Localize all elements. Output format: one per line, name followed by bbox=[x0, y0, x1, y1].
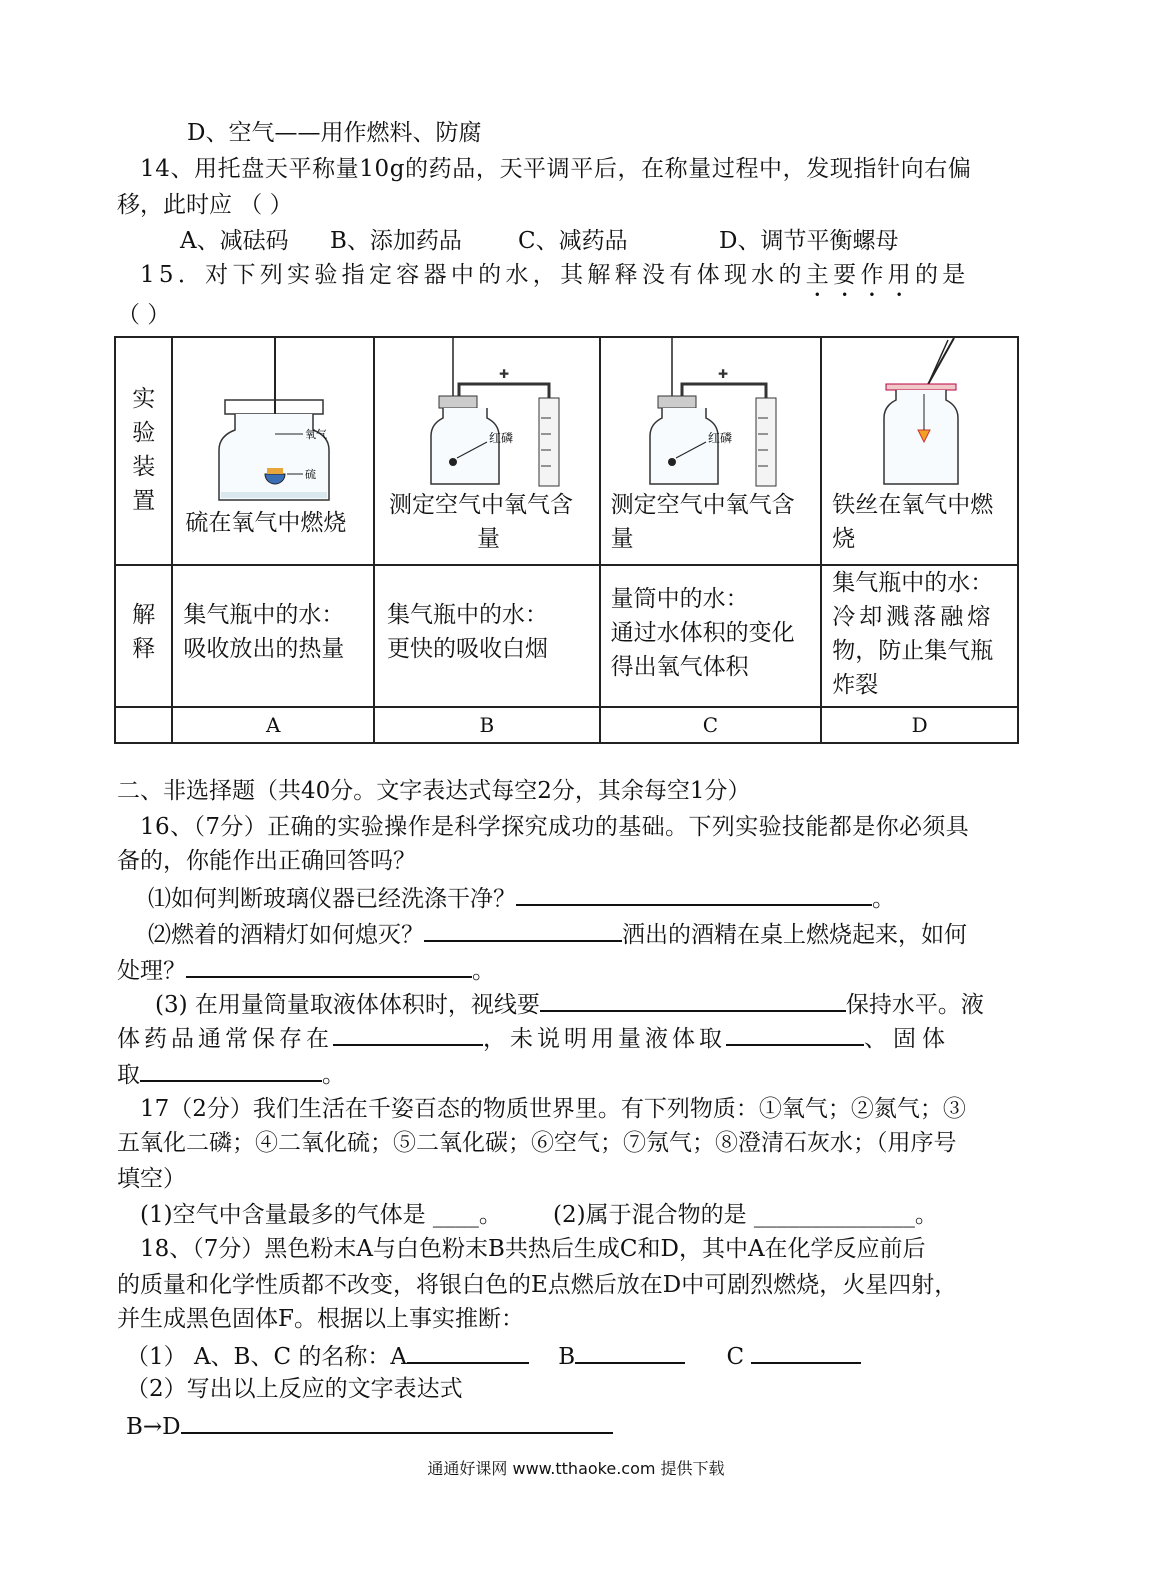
answer-blank-a[interactable] bbox=[407, 1340, 529, 1364]
q18-line2: 的质量和化学性质都不改变，将银白色的E点燃后放在D中可剧烈燃烧，火星四射， bbox=[117, 1272, 958, 1298]
row-head-char: 置 bbox=[132, 488, 156, 514]
q17-line2: 五氧化二磷；④二氧化硫；⑤二氧化碳；⑥空气；⑦氖气；⑧澄清石灰水；（用序号 bbox=[117, 1130, 957, 1156]
q15-line2: （ ） bbox=[117, 302, 171, 328]
q15-text-post: 的是 bbox=[914, 262, 970, 288]
answer-blank[interactable] bbox=[333, 1022, 483, 1046]
q18-line3: 并生成黑色固体F。根据以上事实推断： bbox=[117, 1306, 524, 1332]
letter-a: A bbox=[172, 707, 374, 743]
explanation-a bbox=[172, 565, 374, 707]
caption-b bbox=[375, 488, 599, 556]
explanation-c bbox=[600, 565, 822, 707]
caption-c-line: 测定空气中氧气含 bbox=[610, 492, 795, 518]
explanation-line: 炸裂 bbox=[832, 672, 879, 698]
answer-blank[interactable] bbox=[726, 1022, 864, 1046]
answer-blank[interactable] bbox=[516, 882, 872, 906]
red-phosphorus-label: 红磷 bbox=[708, 431, 733, 445]
q16-p1-text: ⑴如何判断玻璃仪器已经洗涤干净？ bbox=[148, 886, 516, 912]
answer-blank[interactable] bbox=[424, 918, 622, 942]
q16-p1 bbox=[148, 882, 895, 914]
q14-line1: 14、用托盘天平称量10g的药品，天平调平后，在称量过程中，发现指针向右偏 bbox=[140, 156, 972, 182]
explanation-line: 物，防止集气瓶 bbox=[832, 638, 994, 664]
q16-line1: 16、（7分）正确的实验操作是科学探究成功的基础。下列实验技能都是你必须具 bbox=[140, 814, 970, 840]
red-phosphorus-diagram-c bbox=[610, 338, 810, 488]
q16-p2-end: 。 bbox=[472, 958, 495, 984]
explanation-line: 得出氧气体积 bbox=[610, 654, 749, 680]
q18-reaction-label: B→D bbox=[126, 1414, 181, 1440]
q15-emphasis: 主要作用 bbox=[805, 262, 915, 288]
svg-text:✚: ✚ bbox=[718, 367, 729, 381]
oxygen-label: 氧气 bbox=[305, 428, 328, 441]
letter-empty-cell bbox=[115, 707, 172, 743]
caption-d-line: 铁丝在氧气中燃 bbox=[832, 492, 994, 518]
q16-p2c-text: 处理？ bbox=[117, 958, 186, 984]
q17-line3: 填空） bbox=[117, 1166, 186, 1192]
answer-blank[interactable] bbox=[540, 988, 846, 1012]
answer-blank-reaction[interactable] bbox=[181, 1410, 613, 1434]
q15-text-pre: 15．对下列实验指定容器中的水，其解释没有体现水的 bbox=[140, 262, 806, 288]
explanation-line: 量筒中的水： bbox=[610, 586, 749, 612]
table-row-letters bbox=[115, 707, 1018, 743]
explanation-line: 通过水体积的变化 bbox=[610, 620, 795, 646]
q16-p2-text: 洒出的酒精在桌上燃烧起来，如何 bbox=[622, 922, 967, 948]
apparatus-cell-a bbox=[172, 337, 374, 565]
sulfur-label: 硫 bbox=[305, 468, 317, 481]
q16-p3 bbox=[155, 988, 984, 1020]
row-head-char: 验 bbox=[132, 420, 156, 446]
q18-line6 bbox=[126, 1410, 613, 1442]
q18-b-label: B bbox=[558, 1344, 576, 1370]
q16-p2 bbox=[148, 918, 967, 950]
q16-p2c bbox=[117, 954, 495, 986]
q16-p3-text: 、固体 bbox=[864, 1026, 951, 1052]
explanation-line: 集气瓶中的水： bbox=[832, 570, 994, 596]
explanation-line: 更快的吸收白烟 bbox=[387, 636, 549, 662]
q17-line4a: (1)空气中含量最多的气体是 ____。 bbox=[140, 1202, 502, 1228]
red-phosphorus-label: 红磷 bbox=[488, 431, 513, 445]
q17-line1: 17（2分）我们生活在千姿百态的物质世界里。有下列物质：①氧气；②氮气；③ bbox=[140, 1096, 966, 1122]
row-head-char: 装 bbox=[132, 454, 156, 480]
answer-blank-c[interactable] bbox=[751, 1340, 861, 1364]
q18-line1: 18、（7分）黑色粉末A与白色粉末B共热后生成C和D，其中A在化学反应前后 bbox=[140, 1236, 926, 1262]
q13-option-d: D、空气——用作燃料、防腐 bbox=[187, 120, 482, 146]
q16-p3-text: (3) 在用量筒量取液体体积时，视线要 bbox=[155, 992, 540, 1018]
q14-option-b: B、添加药品 bbox=[330, 228, 462, 254]
explanation-line: 集气瓶中的水： bbox=[183, 602, 345, 628]
apparatus-cell-c bbox=[600, 337, 822, 565]
q18-line5: （2）写出以上反应的文字表达式 bbox=[126, 1376, 463, 1402]
letter-b: B bbox=[374, 707, 600, 743]
q14-option-a: A、减砝码 bbox=[180, 228, 289, 254]
apparatus-cell-d bbox=[821, 337, 1018, 565]
svg-text:✚: ✚ bbox=[498, 367, 509, 381]
caption-c-line: 量 bbox=[610, 526, 634, 552]
apparatus-cell-b bbox=[374, 337, 600, 565]
iron-wire-diagram bbox=[830, 338, 1010, 488]
answer-blank[interactable] bbox=[140, 1058, 322, 1082]
q14-option-d: D、调节平衡螺母 bbox=[719, 228, 899, 254]
letter-c: C bbox=[600, 707, 822, 743]
q16-p3-line2 bbox=[117, 1022, 951, 1054]
caption-d-line: 烧 bbox=[832, 526, 856, 552]
q18-c-label: C bbox=[726, 1344, 745, 1370]
explanation-line: 冷却溅落融熔 bbox=[832, 604, 995, 630]
caption-b-line: 量 bbox=[477, 526, 501, 552]
q16-p3-text: 体药品通常保存在 bbox=[117, 1026, 333, 1052]
answer-blank-b[interactable] bbox=[575, 1340, 685, 1364]
q17-line4b: (2)属于混合物的是 ______________。 bbox=[553, 1202, 938, 1228]
q16-p2-text: ⑵燃着的酒精灯如何熄灭？ bbox=[148, 922, 424, 948]
footer-credit: 通通好课网 www.tthaoke.com 提供下载 bbox=[427, 1459, 725, 1478]
row-head-apparatus bbox=[115, 337, 172, 565]
q16-p3-line3 bbox=[117, 1058, 345, 1090]
explanation-d bbox=[821, 565, 1018, 707]
caption-a: 硫在氧气中燃烧 bbox=[185, 510, 347, 536]
row-head-char: 解 bbox=[132, 602, 156, 628]
explanation-b bbox=[374, 565, 600, 707]
caption-d bbox=[822, 488, 1017, 556]
red-phosphorus-diagram-b bbox=[387, 338, 587, 488]
caption-b-line: 测定空气中氧气含 bbox=[389, 492, 574, 518]
q18-names-label: （1） A、B、C 的名称：A bbox=[126, 1344, 407, 1370]
q16-line2: 备的，你能作出正确回答吗？ bbox=[117, 848, 416, 874]
section2-title: 二、非选择题（共40分。文字表达式每空2分，其余每空1分） bbox=[117, 778, 751, 804]
explanation-line: 吸收放出的热量 bbox=[183, 636, 345, 662]
sulfur-combustion-diagram bbox=[183, 338, 363, 508]
q16-p3-text: 保持水平。液 bbox=[845, 992, 984, 1018]
q16-p3-end: 。 bbox=[322, 1062, 345, 1088]
q18-line4 bbox=[126, 1340, 861, 1372]
letter-d: D bbox=[821, 707, 1018, 743]
q14-line2: 移，此时应 （ ） bbox=[117, 192, 293, 218]
answer-blank[interactable] bbox=[186, 954, 472, 978]
experiment-table bbox=[114, 336, 1019, 744]
table-row-apparatus bbox=[115, 337, 1018, 565]
q16-p3-text: ，未说明用量液体取 bbox=[483, 1026, 726, 1052]
table-row-explanation bbox=[115, 565, 1018, 707]
q14-option-c: C、减药品 bbox=[518, 228, 628, 254]
q15-line1 bbox=[140, 260, 970, 302]
row-head-explanation bbox=[115, 565, 172, 707]
explanation-line: 集气瓶中的水： bbox=[387, 602, 549, 628]
q16-p1-end: 。 bbox=[872, 886, 895, 912]
row-head-char: 实 bbox=[132, 386, 156, 412]
caption-c bbox=[601, 488, 821, 556]
q16-p3-text: 取 bbox=[117, 1062, 140, 1088]
row-head-char: 释 bbox=[132, 636, 156, 662]
